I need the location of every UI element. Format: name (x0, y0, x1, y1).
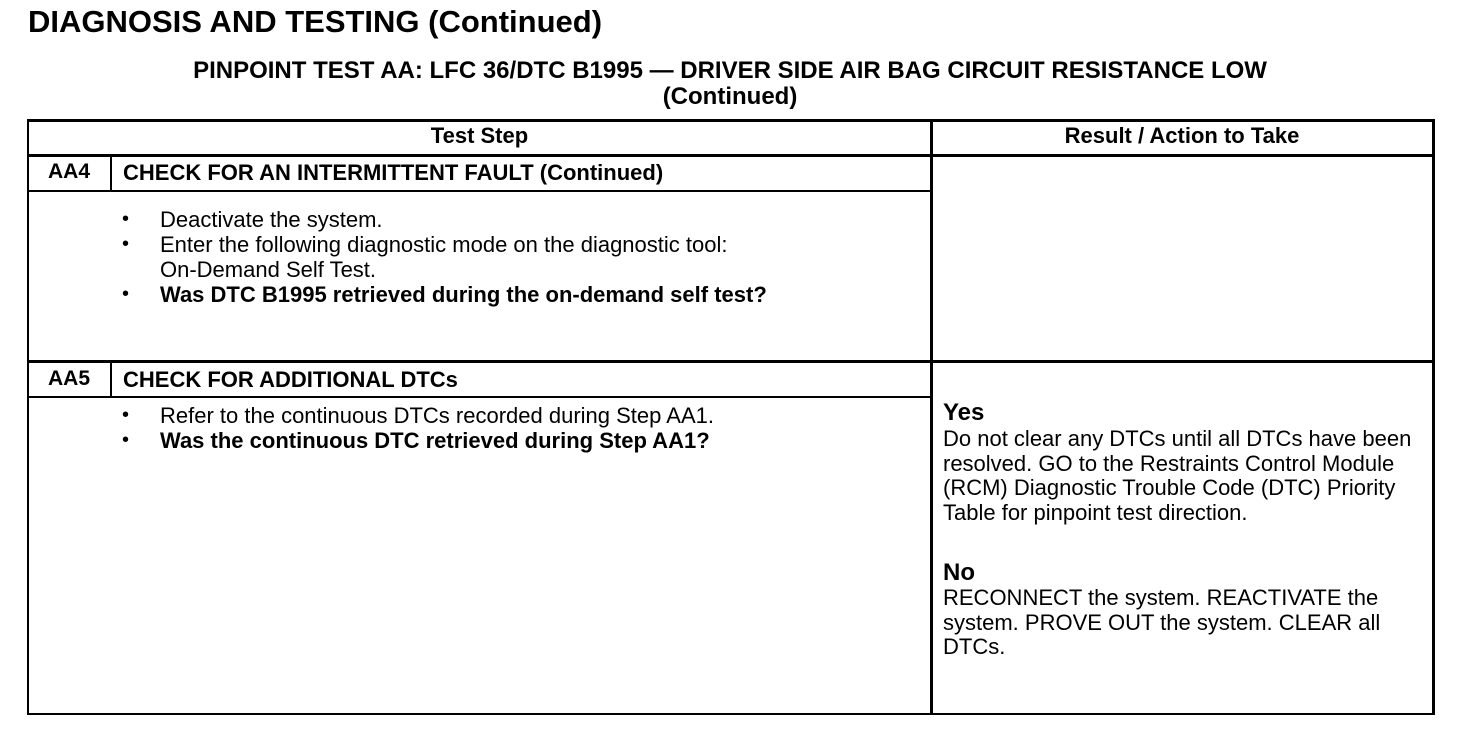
table-border-left (27, 119, 29, 715)
list-item: • Deactivate the system. (122, 207, 383, 232)
aa4-id-divider (110, 156, 112, 191)
aa4-bullet-list (120, 207, 767, 307)
list-item-question: • Was DTC B1995 retrieved during the on-demand self test? (122, 282, 767, 307)
table-border-bottom (27, 713, 1435, 715)
table-border-right (1432, 119, 1435, 715)
step-title-aa4: CHECK FOR AN INTERMITTENT FAULT (Continued) (123, 160, 664, 185)
aa5-id-divider (110, 362, 112, 397)
step-id-aa5: AA5 (47, 367, 90, 390)
bullet-icon: • (122, 283, 130, 305)
list-item-question: • Was the continuous DTC retrieved during Step AA1? (122, 428, 710, 453)
step-title-aa5: CHECK FOR ADDITIONAL DTCs (123, 367, 458, 392)
aa4-title-divider (27, 190, 932, 192)
aa5-title-divider (27, 396, 932, 398)
list-item: • Refer to the continuous DTCs recorded during Step AA1. (122, 403, 714, 428)
bullet-icon: • (122, 404, 130, 426)
bullet-icon: • (122, 208, 130, 230)
result-no-text: RECONNECT the system. REACTIVATE the system. PROVE OUT the system. CLEAR all DTCs. (943, 585, 1381, 660)
result-yes-label: Yes (943, 399, 985, 426)
aa5-row-divider (27, 360, 1435, 363)
result-no-label: No (943, 559, 975, 586)
header-test-step: Test Step (430, 123, 529, 148)
list-item: • Enter the following diagnostic mode on the diagnostic tool: On-Demand Self Test. (122, 232, 728, 282)
pinpoint-test-table (27, 119, 1435, 715)
pinpoint-test-title-continued: (Continued) (662, 83, 798, 110)
result-yes-text: Do not clear any DTCs until all DTCs have been resolved. GO to the Restraints Control Module (RCM) Diagnostic Trouble Code (DTC) Priority Table for pinpoint test direction. (943, 426, 1412, 525)
column-divider (930, 119, 933, 715)
step-id-aa4: AA4 (47, 160, 90, 183)
header-result-action: Result / Action to Take (1064, 123, 1300, 148)
bullet-icon: • (122, 233, 130, 255)
bullet-icon: • (122, 429, 130, 451)
pinpoint-test-title: PINPOINT TEST AA: LFC 36/DTC B1995 — DRIVER SIDE AIR BAG CIRCUIT RESISTANCE LOW (193, 57, 1267, 84)
aa5-bullet-list (120, 403, 714, 453)
page-heading: DIAGNOSIS AND TESTING (Continued) (28, 4, 603, 39)
header-divider (27, 154, 1435, 157)
table-border-top (27, 119, 1435, 122)
